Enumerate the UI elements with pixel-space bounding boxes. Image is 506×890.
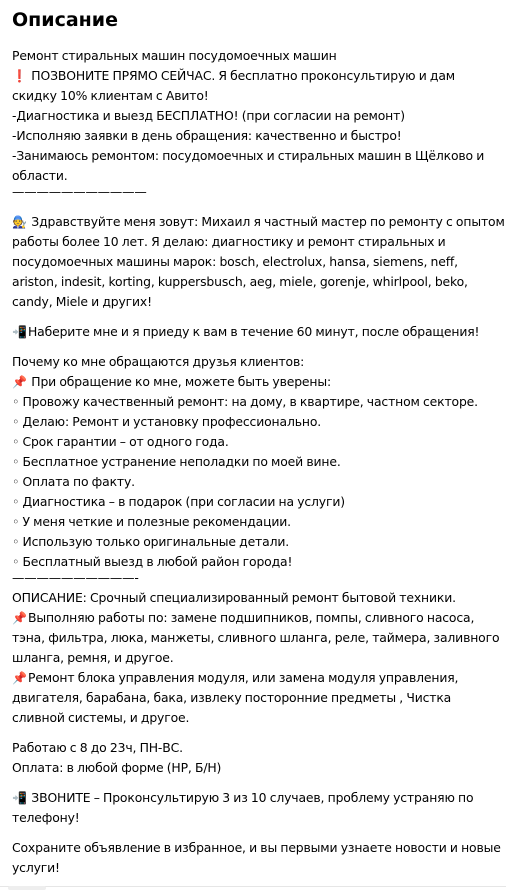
divider-line: ——————————- bbox=[12, 570, 139, 585]
mechanic-icon: 🧑‍🔧 bbox=[12, 215, 27, 229]
text-line: 📌 При обращение ко мне, можете быть уверены: bbox=[12, 372, 502, 392]
text-line: сливной системы, и другое. bbox=[12, 710, 190, 725]
text-line: области. bbox=[12, 168, 68, 183]
text-line: ОПИСАНИЕ: Срочный специализированный ремонт бытовой техники. bbox=[12, 590, 456, 605]
text-line: -Занимаюсь ремонтом: посудомоечных и стиральных машин в Щёлково и bbox=[12, 148, 485, 163]
description-section bbox=[12, 8, 505, 888]
bottom-divider bbox=[0, 886, 506, 887]
description-text bbox=[12, 46, 505, 878]
text-line: Ремонт стиральных машин посудомоечных машин bbox=[12, 48, 337, 63]
hours-paragraph bbox=[12, 738, 502, 778]
reasons-paragraph bbox=[12, 352, 502, 728]
text-line: Сохраните объявление в избранное, и вы первыми узнаете новости и новые bbox=[12, 840, 501, 855]
list-item: ◦ Использую только оригинальные детали. bbox=[12, 534, 290, 549]
text-line: -Исполняю заявки в день обращения: качественно и быстро! bbox=[12, 128, 402, 143]
text-line: тэна, фильтра, люка, манжеты, сливного шланга, реле, таймера, заливного bbox=[12, 630, 500, 645]
list-item: ◦ Диагностика – в подарок (при согласии на услуги) bbox=[12, 494, 345, 509]
bottom-scroll-indicator bbox=[8, 886, 46, 890]
text-line: candy, Miele и других! bbox=[12, 294, 152, 309]
consult-paragraph bbox=[12, 788, 502, 828]
text-line: телефону! bbox=[12, 810, 80, 825]
pin-icon: 📌 bbox=[12, 611, 27, 625]
text-line: 📌Выполняю работы по: замене подшипников, помпы, сливного насоса, bbox=[12, 608, 502, 628]
text-line: 📲Наберите мне и я приеду к вам в течение 60 минут, после обращения! bbox=[12, 322, 502, 342]
text-line: ariston, indesit, korting, kuppersbusch, aeg, miele, gorenje, whirlpool, beko, bbox=[12, 274, 468, 289]
text-line: посудомоечных машины марок: bosch, electrolux, hansa, siemens, neff, bbox=[12, 254, 458, 269]
list-item: ◦ Провожу качественный ремонт: на дому, в квартире, частном секторе. bbox=[12, 394, 478, 409]
pin-icon: 📌 bbox=[12, 375, 27, 389]
text-line: Работаю с 8 до 23ч, ПН-ВС. bbox=[12, 740, 183, 755]
text-line: 📌Ремонт блока управления модуля, или замена модуля управления, bbox=[12, 668, 502, 688]
text-line: -Диагностика и выезд БЕСПЛАТНО! (при согласии на ремонт) bbox=[12, 108, 405, 123]
text-line: двигателя, барабана, бака, извлеку посторонние предметы , Чистка bbox=[12, 690, 452, 705]
divider-line: ——————————— bbox=[12, 184, 147, 199]
list-item: ◦ У меня четкие и полезные рекомендации. bbox=[12, 514, 291, 529]
text-line: 🧑‍🔧 Здравствуйте меня зовут: Михаил я частный мастер по ремонту с опытом bbox=[12, 212, 502, 232]
text-line: ❗ ПОЗВОНИТЕ ПРЯМО СЕЙЧАС. Я бесплатно проконсультирую и дам bbox=[12, 66, 502, 86]
text-line: Оплата: в любой форме (НР, Б/Н) bbox=[12, 760, 222, 775]
section-title: Описание bbox=[12, 9, 119, 31]
list-item: ◦ Срок гарантии – от одного года. bbox=[12, 434, 229, 449]
phone-icon: 📲 bbox=[12, 791, 27, 805]
intro-paragraph bbox=[12, 46, 502, 202]
text-line: скидку 10% клиентам с Авито! bbox=[12, 88, 209, 103]
phone-icon: 📲 bbox=[12, 325, 27, 339]
list-item: ◦ Бесплатное устранение неполадки по моей вине. bbox=[12, 454, 341, 469]
list-item: ◦ Оплата по факту. bbox=[12, 474, 135, 489]
about-master-paragraph bbox=[12, 212, 505, 312]
call-paragraph bbox=[12, 322, 502, 342]
text-line: услуги! bbox=[12, 860, 60, 875]
exclamation-icon: ❗ bbox=[12, 69, 27, 83]
text-line: Почему ко мне обращаются друзья клиентов: bbox=[12, 354, 305, 369]
list-item: ◦ Бесплатный выезд в любой район города! bbox=[12, 554, 293, 569]
list-item: ◦ Делаю: Ремонт и установку профессионально. bbox=[12, 414, 322, 429]
text-line: шланга, ремня, и другое. bbox=[12, 650, 174, 665]
text-line: 📲 ЗВОНИТЕ – Проконсультирую 3 из 10 случаев, проблему устраняю по bbox=[12, 788, 502, 808]
favorite-paragraph bbox=[12, 838, 502, 878]
text-line: работы более 10 лет. Я делаю: диагностику и ремонт стиральных и bbox=[12, 234, 446, 249]
pin-icon: 📌 bbox=[12, 671, 27, 685]
